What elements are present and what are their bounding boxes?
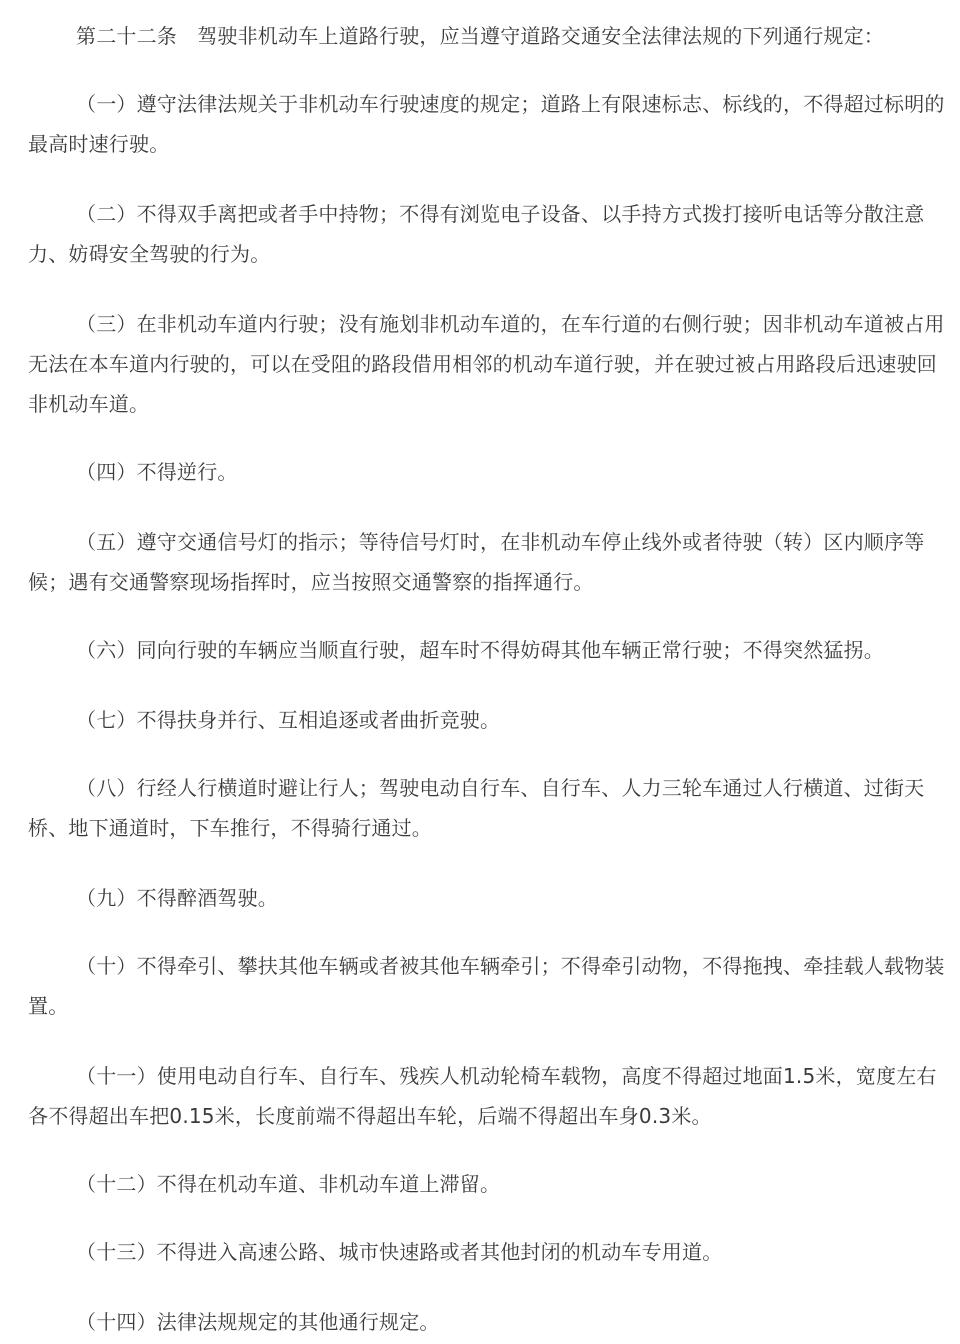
article-heading: 第二十二条 驾驶非机动车上道路行驶，应当遵守道路交通安全法律法规的下列通行规定： — [76, 24, 884, 48]
regulation-item-9: （九）不得醉酒驾驶。 — [76, 886, 278, 910]
regulation-item-11: （十一）使用电动自行车、自行车、残疾人机动轮椅车载物，高度不得超过地面1.5米，宽度左右各不得超出车把0.15米，长度前端不得超出车轮，后端不得超出车身0.3米。 — [28, 1064, 937, 1128]
regulation-item-4: （四）不得逆行。 — [76, 460, 238, 484]
regulation-item-8: （八）行经人行横道时避让行人；驾驶电动自行车、自行车、人力三轮车通过人行横道、过街天桥、地下通道时，下车推行，不得骑行通过。 — [28, 776, 925, 840]
regulation-item-5: （五）遵守交通信号灯的指示；等待信号灯时，在非机动车停止线外或者待驶（转）区内顺序等候；遇有交通警察现场指挥时，应当按照交通警察的指挥通行。 — [28, 530, 925, 594]
regulation-item-12: （十二）不得在机动车道、非机动车道上滞留。 — [76, 1172, 501, 1196]
regulation-item-6: （六）同向行驶的车辆应当顺直行驶，超车时不得妨碍其他车辆正常行驶；不得突然猛拐。 — [76, 638, 884, 662]
regulation-item-1: （一）遵守法律法规关于非机动车行驶速度的规定；道路上有限速标志、标线的，不得超过标明的最高时速行驶。 — [28, 92, 945, 156]
regulation-item-14: （十四）法律法规规定的其他通行规定。 — [76, 1310, 440, 1334]
regulation-item-3: （三）在非机动车道内行驶；没有施划非机动车道的，在车行道的右侧行驶；因非机动车道被占用无法在本车道内行驶的，可以在受阻的路段借用相邻的机动车道行驶，并在驶过被占用路段后迅速驶回非机动车道。 — [28, 312, 945, 416]
regulation-item-10: （十）不得牵引、攀扶其他车辆或者被其他车辆牵引；不得牵引动物，不得拖拽、牵挂载人载物装置。 — [28, 954, 945, 1018]
regulation-item-2: （二）不得双手离把或者手中持物；不得有浏览电子设备、以手持方式拨打接听电话等分散注意力、妨碍安全驾驶的行为。 — [28, 202, 925, 266]
regulation-item-13: （十三）不得进入高速公路、城市快速路或者其他封闭的机动车专用道。 — [76, 1240, 723, 1264]
regulation-item-7: （七）不得扶身并行、互相追逐或者曲折竞驶。 — [76, 708, 501, 732]
